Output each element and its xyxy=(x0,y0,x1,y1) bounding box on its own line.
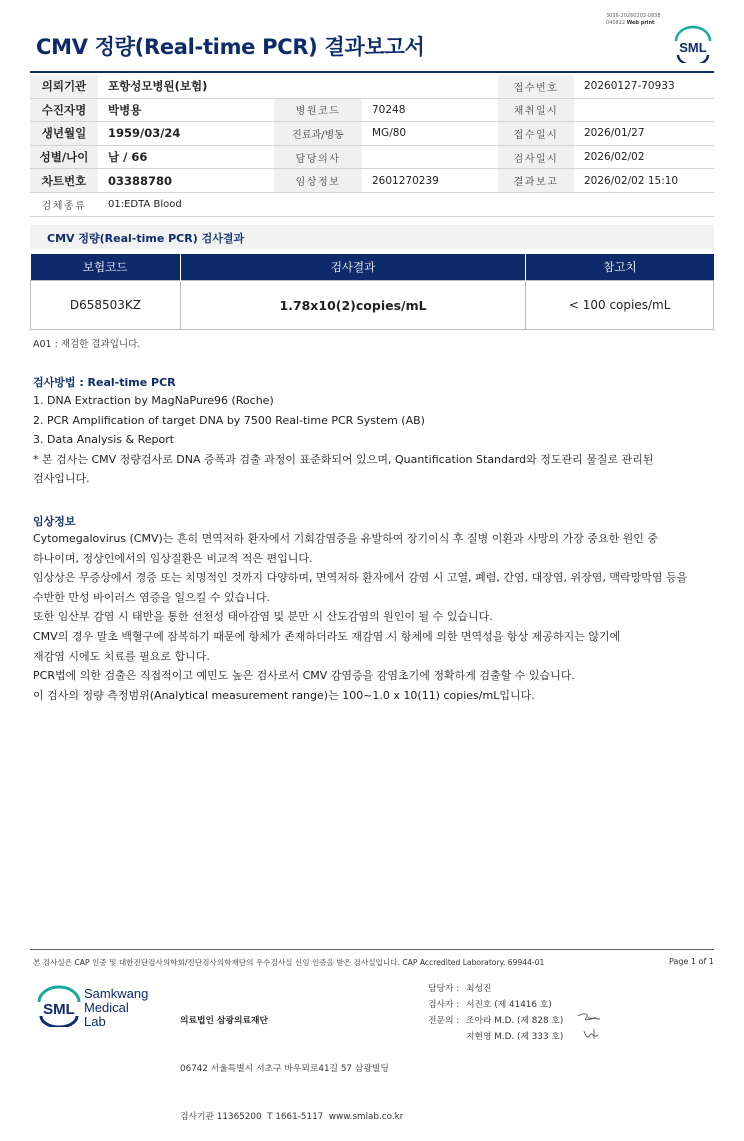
insurance-code: D658503KZ xyxy=(31,281,181,330)
clinical-line: 수반한 만성 바이러스 염증을 일으킬 수 있습니다. xyxy=(33,590,270,604)
label-birth-date: 생년월일 xyxy=(30,122,98,146)
certification-text: 본 검사실은 CAP 인증 및 대한진단검사의학회/진단검사의학재단의 우수검사실 신임 인증을 받은 검사실입니다. CAP Accredited Laboratory. 69944-01 xyxy=(33,958,545,967)
info-row xyxy=(30,122,714,146)
info-row xyxy=(30,98,714,122)
clinical-line: PCR법에 의한 검출은 직접적이고 예민도 높은 검사로서 CMV 감염증을 감염초기에 정확하게 검출할 수 있습니다. xyxy=(33,669,575,683)
label-chart-number: 차트번호 xyxy=(30,169,98,193)
label-sex-age: 성별/나이 xyxy=(30,145,98,169)
test-result-value: 1.78x10(2)copies/mL xyxy=(180,281,526,330)
sex-age: 남 / 66 xyxy=(98,145,274,169)
info-row xyxy=(30,145,714,169)
clinical-info-code: 2601270239 xyxy=(362,169,498,193)
patient-info-table xyxy=(30,75,714,217)
result-header-row xyxy=(31,254,714,281)
clinical-line: 재감염 시에도 치료를 필요로 합니다. xyxy=(33,649,210,663)
label-receipt-time: 접수일시 xyxy=(498,122,574,146)
organization-address: 06742 서울특별시 서초구 바우뫼로41길 57 삼광빌딩 xyxy=(180,1064,389,1074)
reference-range: < 100 copies/mL xyxy=(526,281,714,330)
staff-row xyxy=(428,997,563,1013)
test-date: 2026/02/02 xyxy=(574,145,714,169)
label-department-ward: 진료과/병동 xyxy=(274,122,362,146)
label-collection-time: 채취일시 xyxy=(498,98,574,122)
header-reference: 참고치 xyxy=(526,254,714,281)
header-insurance-code: 보험코드 xyxy=(31,254,181,281)
footer-divider xyxy=(30,949,714,950)
organization-contact: 검사기관 11365200 T 1661-5117 www.smlab.co.kr xyxy=(180,1112,404,1122)
chart-number: 03388780 xyxy=(98,169,274,193)
logo-name-line2: Medical Lab xyxy=(84,1000,129,1029)
label-clinical-info: 임상정보 xyxy=(274,169,362,193)
method-line: 3. Data Analysis & Report xyxy=(33,433,175,447)
staff-row xyxy=(428,981,563,997)
info-row xyxy=(30,192,714,216)
patient-name: 박병용 xyxy=(98,98,274,122)
result-report-time: 2026/02/02 15:10 xyxy=(574,169,714,193)
specimen-type: 01:EDTA Blood xyxy=(98,192,714,216)
label-result-report: 결과보고 xyxy=(498,169,574,193)
clinical-line: 하나이며, 정상인에서의 임상질환은 비교적 적은 편입니다. xyxy=(33,551,313,565)
attending-doctor xyxy=(362,145,498,169)
sml-logo xyxy=(672,25,714,63)
hospital-code: 70248 xyxy=(362,98,498,122)
staff-name: 조아라 M.D. (제 828 호) xyxy=(466,1016,564,1026)
organization-name: 의료법인 삼광의료재단 xyxy=(180,1016,269,1026)
page-number: Page 1 of 1 xyxy=(669,957,714,966)
logo-text: SML xyxy=(43,1001,75,1018)
result-row xyxy=(31,281,714,330)
method-line: 검사입니다. xyxy=(33,472,90,486)
result-section-header xyxy=(30,225,714,249)
clinical-title: 임상정보 xyxy=(33,515,76,528)
label-attending-doctor: 담당의사 xyxy=(274,145,362,169)
sml-logo-icon xyxy=(36,983,82,1027)
label-requesting-institution: 의뢰기관 xyxy=(30,75,98,98)
staff-name: 지현영 M.D. (제 333 호) xyxy=(466,1032,564,1042)
staff-role: 전문의 : xyxy=(428,1016,460,1026)
clinical-line: 또한 임산부 감염 시 태반을 통한 선천성 태아감염 및 분만 시 산도감염의 원인이 될 수 있습니다. xyxy=(33,610,493,624)
receipt-number: 20260127-70933 xyxy=(574,75,714,98)
label-patient-name: 수진자명 xyxy=(30,98,98,122)
clinical-block xyxy=(33,529,687,705)
info-row xyxy=(30,75,714,98)
document-code: 3036-20260203-0838 040822 Web print xyxy=(606,13,661,26)
staff-role: 검사자 : xyxy=(428,1000,460,1010)
method-block xyxy=(33,391,653,489)
staff-row xyxy=(428,1013,563,1029)
clinical-line: Cytomegalovirus (CMV)는 흔히 면역저하 환자에서 기회감염증을 유발하여 장기이식 후 질병 이환과 사망의 가장 중요한 원인 중 xyxy=(33,532,659,545)
staff-info xyxy=(428,981,563,1045)
receipt-time: 2026/01/27 xyxy=(574,122,714,146)
birth-date: 1959/03/24 xyxy=(98,122,274,146)
method-title: 검사방법 : Real-time PCR xyxy=(33,376,176,389)
label-receipt-number: 접수번호 xyxy=(498,75,574,98)
logo-text: SML xyxy=(679,40,707,55)
collection-time xyxy=(574,98,714,122)
page-title: CMV 정량(Real-time PCR) 결과보고서 xyxy=(36,35,425,59)
staff-role xyxy=(428,1029,466,1045)
staff-row xyxy=(428,1029,563,1045)
method-line: 2. PCR Amplification of target DNA by 7500 Real-time PCR System (AB) xyxy=(33,413,425,427)
retest-note: A01 : 재검한 결과입니다. xyxy=(33,339,141,350)
organization-info xyxy=(180,981,403,1141)
signature-images xyxy=(576,1009,610,1043)
result-section-title: CMV 정량(Real-time PCR) 검사결과 xyxy=(47,232,245,245)
clinical-line: CMV의 경우 말초 백혈구에 잠복하기 때문에 항체가 존재하더라도 재감염 시 항체에 의한 면역성을 항상 제공하지는 않기에 xyxy=(33,629,621,643)
staff-role: 담당자 : xyxy=(428,984,460,994)
label-test-date: 검사일시 xyxy=(498,145,574,169)
method-line: * 본 검사는 CMV 정량검사로 DNA 증폭과 검출 과정이 표준화되어 있으며, Quantification Standard와 정도관리 물질로 관리된 xyxy=(33,452,654,466)
header-divider xyxy=(30,71,714,73)
header-test-result: 검사결과 xyxy=(180,254,526,281)
method-line: 1. DNA Extraction by MagNaPure96 (Roche) xyxy=(33,394,274,407)
footer-logo xyxy=(36,983,149,1031)
label-specimen-type: 검체종류 xyxy=(30,192,98,216)
staff-name: 서진호 (제 41416 호) xyxy=(466,1000,552,1010)
result-table xyxy=(30,254,714,330)
label-hospital-code: 병원코드 xyxy=(274,98,362,122)
staff-name: 최성진 xyxy=(466,984,492,994)
logo-name xyxy=(84,987,148,1029)
clinical-line: 임상상은 무증상에서 경증 또는 치명적인 것까지 다양하며, 면역저하 환자에서 감염 시 고열, 폐렴, 간염, 대장염, 위장염, 맥락망막염 등을 xyxy=(33,571,688,585)
requesting-institution: 포항성모병원(보험) xyxy=(98,75,498,98)
clinical-line: 이 검사의 정량 측정범위(Analytical measurement range)는 100~1.0 x 10(11) copies/mL입니다. xyxy=(33,688,535,702)
logo-name-line1: Samkwang xyxy=(84,986,149,1001)
info-row xyxy=(30,169,714,193)
department-ward: MG/80 xyxy=(362,122,498,146)
